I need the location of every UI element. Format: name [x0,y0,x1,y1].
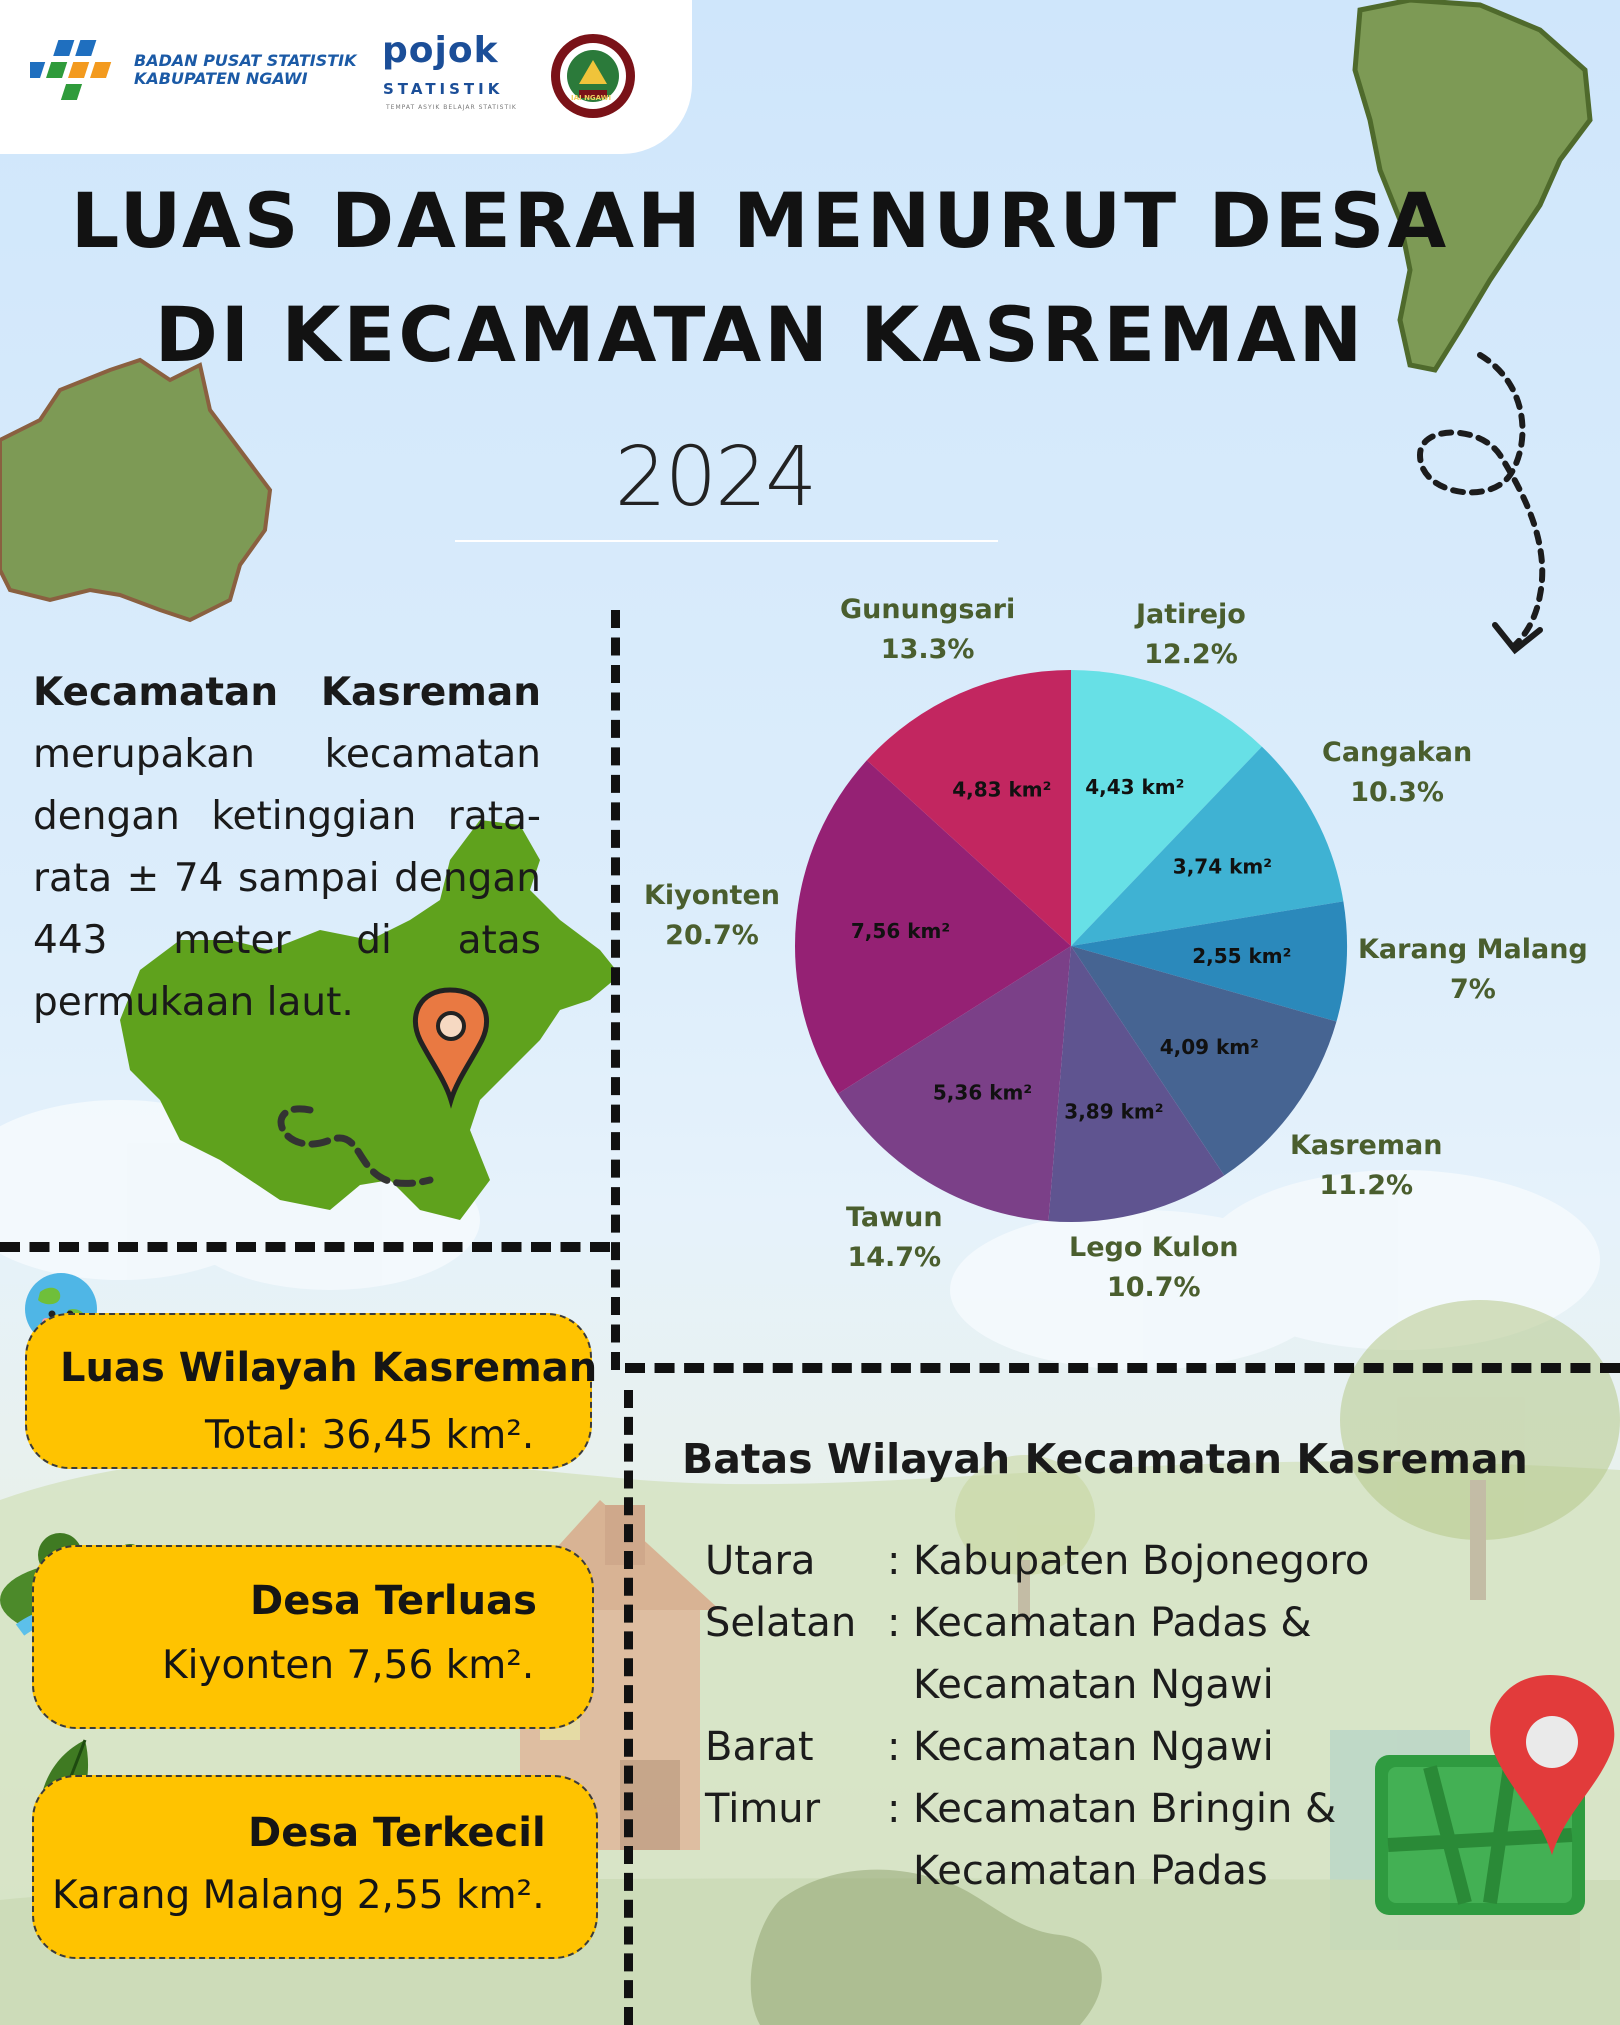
boundary-value: Kabupaten Bojonegoro [913,1538,1370,1584]
boundary-value-cont: Kecamatan Ngawi [913,1662,1274,1708]
description-paragraph [33,662,541,1034]
description-body: merupakan kecamatan dengan ketinggian rata-rata ± 74 sampai dengan 443 meter di atas [33,732,541,963]
boundary-row-timur [705,1778,1405,1902]
bps-name-line2: KABUPATEN NGAWI [134,69,308,88]
label-percent: 11.2% [1319,1170,1414,1201]
label-name: Karang Malang [1358,934,1588,965]
iai-seal-text: IAI NGAWI [571,94,612,102]
pie-slice-value-jatirejo: 4,43 km² [1085,775,1185,800]
page-title-line1: LUAS DAERAH MENURUT DESA [70,176,1450,265]
description-last-line: permukaan laut. [33,980,354,1025]
boundaries-title: Batas Wilayah Kecamatan Kasreman [682,1435,1528,1483]
boundary-value-cont: Kecamatan Padas [913,1848,1268,1894]
boundary-row-barat [705,1716,1405,1778]
card-smallest-village [32,1775,598,1959]
boundary-colon: : [887,1538,901,1584]
card-largest-village-value: Kiyonten 7,56 km². [162,1643,535,1688]
boundary-value: Kecamatan Bringin & [913,1786,1337,1832]
pie-label-kasreman [1290,1126,1442,1206]
pie-label-cangakan [1322,733,1472,813]
card-total-area-title: Luas Wilayah Kasreman [60,1345,598,1391]
label-name: Gunungsari [840,594,1016,625]
boundary-row-selatan [705,1592,1405,1716]
page-title-line2: DI KECAMATAN KASREMAN [154,290,1366,379]
boundary-colon: : [887,1724,901,1770]
map-pin-icon [1370,1675,1620,1925]
boundary-colon: : [887,1786,901,1832]
card-total-area-value: Total: 36,45 km². [205,1413,535,1458]
label-percent: 12.2% [1144,639,1238,670]
label-name: Lego Kulon [1069,1232,1239,1263]
card-largest-village-title: Desa Terluas [250,1578,537,1624]
boundary-colon: : [887,1600,901,1646]
boundary-direction: Barat [705,1724,814,1770]
pie-slice-value-gunungsari: 4,83 km² [952,777,1052,802]
label-percent: 10.7% [1106,1272,1201,1303]
boundary-value: Kecamatan Padas & [913,1600,1312,1646]
card-largest-village [32,1545,594,1729]
pie-label-kiyonten [644,876,780,956]
boundary-direction: Timur [705,1786,821,1832]
label-percent: 10.3% [1350,777,1444,808]
description-lead: Kecamatan Kasreman [33,670,541,715]
pie-label-jatirejo [1136,595,1246,675]
card-smallest-village-title: Desa Terkecil [248,1810,546,1856]
boundary-direction: Utara [705,1538,816,1584]
pie-label-gunungsari [840,590,1015,670]
label-percent: 14.7% [847,1242,942,1273]
label-name: Kiyonten [644,880,780,911]
label-percent: 20.7% [665,920,759,951]
label-name: Kasreman [1290,1130,1443,1161]
pie-slice-value-cangakan: 3,74 km² [1172,854,1273,879]
label-name: Jatirejo [1136,599,1246,630]
page-year: 2024 [614,430,816,525]
bps-name-line1: BADAN PUSAT STATISTIK [134,51,357,70]
label-percent: 7% [1449,974,1496,1005]
label-name: Cangakan [1322,737,1473,768]
label-name: Tawun [846,1202,943,1233]
pojok-logo-word: pojok [382,30,499,71]
pie-slice-value-karang-malang: 2,55 km² [1192,943,1292,968]
boundary-direction: Selatan [705,1600,857,1646]
label-percent: 13.3% [880,634,975,665]
pie-label-lego-kulon [1069,1228,1239,1308]
pie-label-karang-malang [1358,930,1588,1010]
pie-label-tawun [846,1198,943,1278]
pie-slice-value-kasreman: 4,09 km² [1159,1034,1259,1059]
pie-slice-value-tawun: 5,36 km² [932,1080,1033,1105]
pojok-logo-subtitle: STATISTIK [383,80,504,98]
pojok-logo-tagline: TEMPAT ASYIK BELAJAR STATISTIK [386,104,517,111]
card-smallest-village-value: Karang Malang 2,55 km². [52,1873,545,1918]
boundary-value: Kecamatan Ngawi [913,1724,1274,1770]
pie-slice-value-lego-kulon: 3,89 km² [1064,1099,1164,1124]
pie-slice-value-kiyonten: 7,56 km² [850,919,951,944]
boundary-row-utara [705,1530,1405,1592]
